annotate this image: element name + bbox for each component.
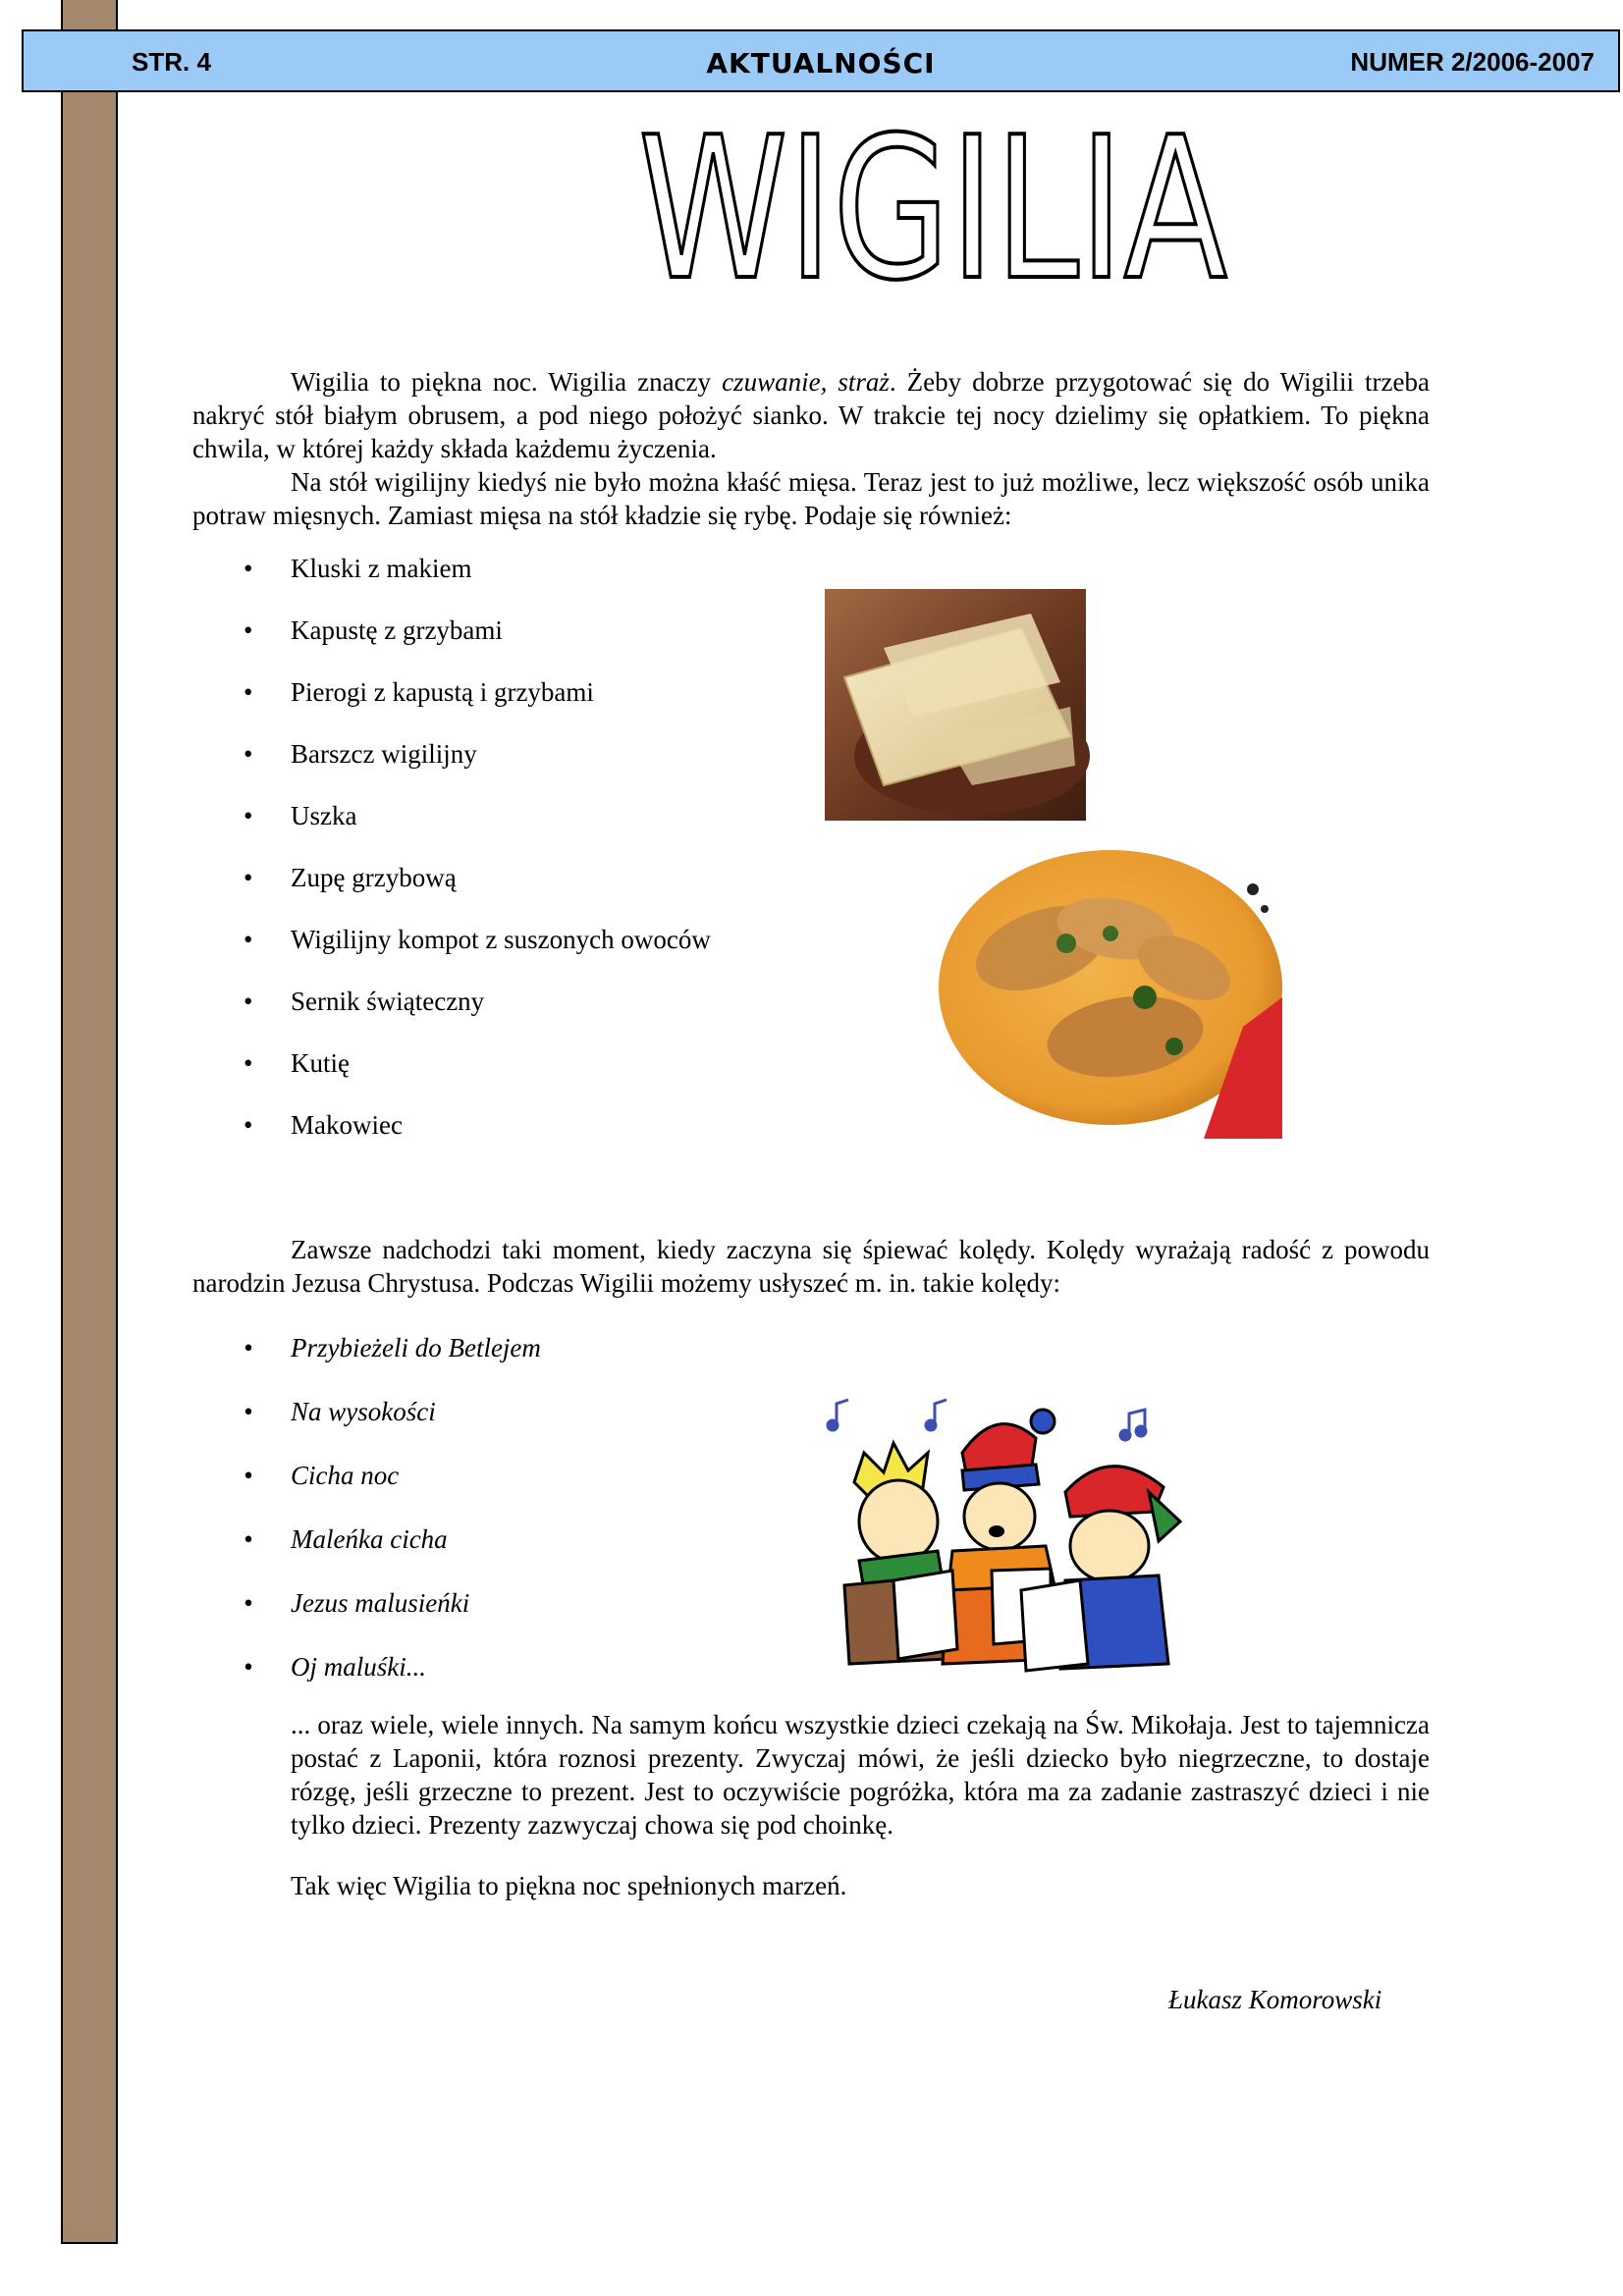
intro-paragraph-1: Wigilia to piękna noc. Wigilia znaczy czuwanie, straż. Żeby dobrze przygotować się do Wigilii trzeba nakryć stół białym obrusem, a pod niego położyć sianko. W trakcie tej nocy dzielimy się opłatkiem. To piękna chwila, w której każdy składa każdemu życzenia.	[192, 367, 1430, 463]
list-item: • Kluski z makiem	[192, 552, 711, 614]
outro-text	[291, 1708, 1430, 1902]
author-signature: Łukasz Komorowski	[1168, 1985, 1382, 2014]
list-item: • Jezus malusieńki	[192, 1586, 541, 1650]
title-text: WIGILIA	[638, 95, 1227, 324]
issue-number: NUMER 2/2006-2007	[1350, 47, 1595, 77]
list-item: • Zupę grzybową	[192, 861, 711, 923]
list-item: • Na wysokości	[192, 1395, 541, 1459]
outro-paragraph: ... oraz wiele, wiele innych. Na samym końcu wszystkie dzieci czekają na Św. Mikołaja. Jest to tajemnicza postać z Laponii, która roznosi prezenty. Zwyczaj mówi, że jeśli dziecko było niegrzeczne, to dostaje rózgę, jeśli grzeczne to prezent. Jest to oczywiście pogróżka, która ma za zadanie zastraszyć dzieci i nie tylko dzieci. Prezenty zazwyczaj chowa się pod choinkę.	[291, 1710, 1430, 1840]
list-item: • Uszka	[192, 799, 711, 861]
intro-paragraph-2: Na stół wigilijny kiedyś nie było można kłaść mięsa. Teraz jest to już możliwe, lecz większość osób unika potraw mięsnych. Zamiast mięsa na stół kładzie się rybę. Podaje się również:	[192, 467, 1430, 530]
list-item: • Sernik świąteczny	[192, 985, 711, 1046]
section-name: AKTUALNOŚCI	[706, 47, 936, 80]
list-item: • Pierogi z kapustą i grzybami	[192, 675, 711, 737]
page-header	[22, 29, 1620, 92]
carols-intro-paragraph: Zawsze nadchodzi taki moment, kiedy zaczyna się śpiewać kolędy. Kolędy wyrażają radość z powodu narodzin Jezusa Chrystusa. Podczas Wigilii możemy usłyszeć m. in. takie kolędy:	[192, 1235, 1430, 1298]
list-item: • Kutię	[192, 1046, 711, 1108]
carols-list	[192, 1331, 541, 1714]
closing-paragraph: Tak więc Wigilia to piękna noc spełnionych marzeń.	[291, 1871, 847, 1900]
carols-intro-text	[192, 1233, 1430, 1300]
page-number: STR. 4	[132, 47, 211, 77]
carolers-illustration	[815, 1394, 1184, 1688]
list-item: • Barszcz wigilijny	[192, 737, 711, 799]
article-title	[628, 95, 1237, 324]
pierogi-photo	[948, 850, 1282, 1139]
dishes-list	[192, 552, 711, 1170]
list-item: • Cicha noc	[192, 1459, 541, 1522]
intro-text	[192, 365, 1430, 532]
list-item: • Przybieżeli do Betlejem	[192, 1331, 541, 1395]
oplatek-photo	[825, 589, 1086, 821]
list-item: • Maleńka cicha	[192, 1522, 541, 1586]
list-item: • Oj maluśki...	[192, 1650, 541, 1714]
list-item: • Wigilijny kompot z suszonych owoców	[192, 923, 711, 985]
list-item: • Kapustę z grzybami	[192, 614, 711, 675]
list-item: • Makowiec	[192, 1108, 711, 1170]
left-decorative-bar	[61, 0, 118, 2244]
